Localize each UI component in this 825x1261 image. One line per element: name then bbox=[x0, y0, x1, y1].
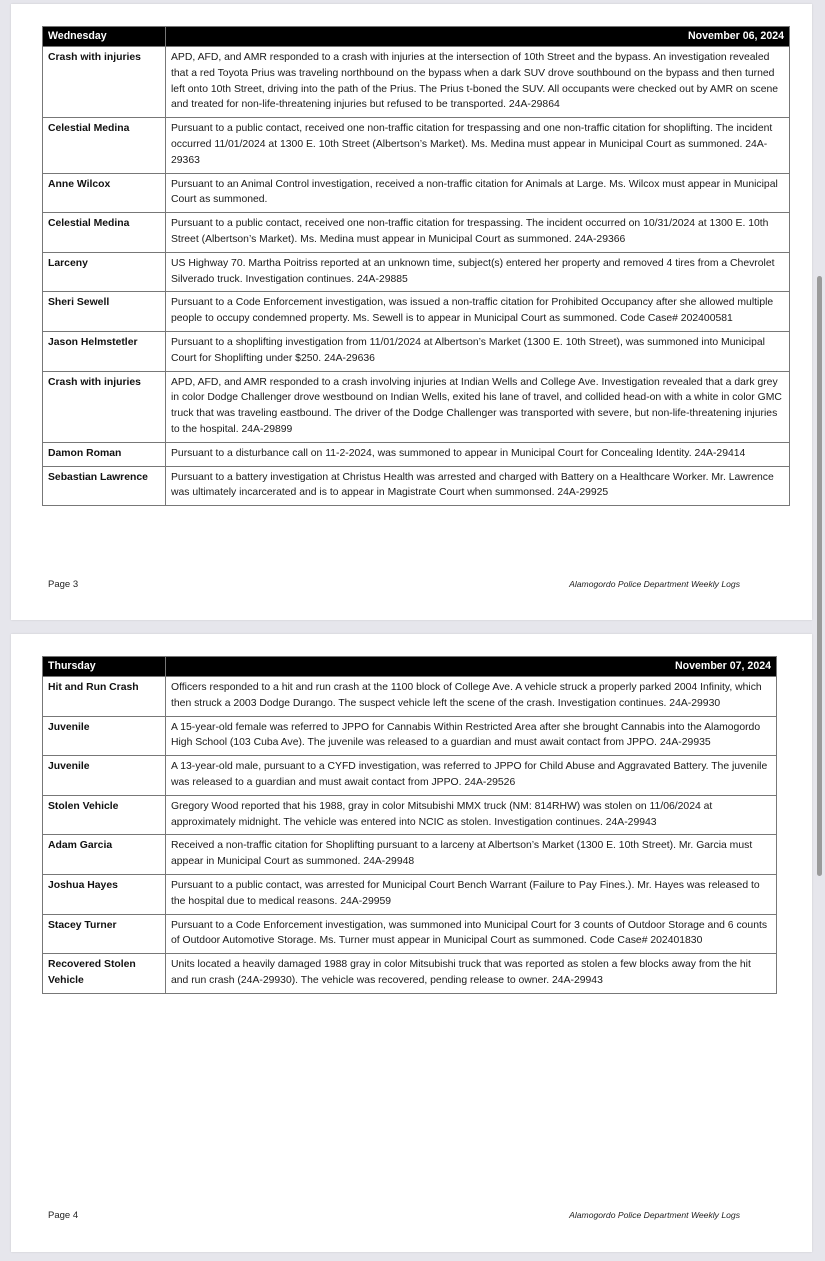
entry-label: Jason Helmstetler bbox=[43, 331, 166, 371]
day-header-row bbox=[43, 657, 777, 677]
daily-log-table bbox=[42, 26, 790, 506]
entry-text: Gregory Wood reported that his 1988, gray in color Mitsubishi MMX truck (NM: 814RHW) was stolen on 11/06/2024 at approximately midnight. The vehicle was entered into NCIC as stolen. Investigation continues. 24A-29943 bbox=[166, 795, 777, 835]
log-entry-row bbox=[43, 677, 777, 717]
entry-text: Officers responded to a hit and run crash at the 1100 block of College Ave. A vehicle struck a properly parked 2004 Infinity, which then struck a 2003 Dodge Durango. The suspect vehicle left the scene of the crash. Investigation continues. 24A-29930 bbox=[166, 677, 777, 717]
entry-label: Crash with injuries bbox=[43, 47, 166, 118]
entry-label: Sebastian Lawrence bbox=[43, 466, 166, 506]
entry-text: Pursuant to an Animal Control investigation, received a non-traffic citation for Animals at Large. Ms. Wilcox must appear in Municipal Court as summoned. bbox=[166, 173, 790, 213]
entry-label: Juvenile bbox=[43, 716, 166, 756]
log-entry-row bbox=[43, 118, 790, 173]
log-entry-row bbox=[43, 371, 790, 442]
log-entry-row bbox=[43, 213, 790, 253]
entry-text: Pursuant to a Code Enforcement investigation, was issued a non-traffic citation for Prohibited Occupancy after she allowed multiple people to occupy condemned property. Ms. Sewell is to appear in Municipal Court as summoned. Code Case# 202400581 bbox=[166, 292, 790, 332]
day-header-row bbox=[43, 27, 790, 47]
entry-label: Damon Roman bbox=[43, 442, 166, 466]
entry-text: Received a non-traffic citation for Shoplifting pursuant to a larceny at Albertson’s Market (1300 E. 10th Street). Mr. Garcia must appear in Municipal Court as summoned. 24A-29948 bbox=[166, 835, 777, 875]
log-entry-row bbox=[43, 954, 777, 994]
document-page-4 bbox=[11, 634, 812, 1252]
entry-text: Pursuant to a public contact, received one non-traffic citation for trespassing. The incident occurred on 10/31/2024 at 1300 E. 10th Street (Albertson’s Market). Ms. Medina must appear in Municipal Court as summoned. 24A-29366 bbox=[166, 213, 790, 253]
log-entry-row bbox=[43, 835, 777, 875]
entry-label: Adam Garcia bbox=[43, 835, 166, 875]
entry-label: Anne Wilcox bbox=[43, 173, 166, 213]
entry-label: Stolen Vehicle bbox=[43, 795, 166, 835]
entry-text: Pursuant to a public contact, was arrested for Municipal Court Bench Warrant (Failure to Pay Fines.). Mr. Hayes was released to the hospital due to medical reasons. 24A-29959 bbox=[166, 874, 777, 914]
entry-text: A 13-year-old male, pursuant to a CYFD investigation, was referred to JPPO for Child Abuse and Aggravated Battery. The juvenile was released to a guardian and must await contact from JPPO. 24A-29526 bbox=[166, 756, 777, 796]
log-entry-row bbox=[43, 795, 777, 835]
page-number: Page 3 bbox=[48, 579, 79, 590]
date-label: November 07, 2024 bbox=[166, 657, 777, 677]
document-page-3 bbox=[11, 4, 812, 620]
date-label: November 06, 2024 bbox=[166, 27, 790, 47]
entry-label: Celestial Medina bbox=[43, 213, 166, 253]
entry-label: Juvenile bbox=[43, 756, 166, 796]
log-entry-row bbox=[43, 874, 777, 914]
entry-text: APD, AFD, and AMR responded to a crash involving injuries at Indian Wells and College Ave. Investigation revealed that a dark grey in color Dodge Challenger drove westbound on Indian Wells, exited his lane of travel, and collided head-on with a white in color GMC truck that was traveling eastbound. The driver of the Dodge Challenger was transported with severe, but non-life-threatening injuries to the hospital. 24A-29899 bbox=[166, 371, 790, 442]
entry-text: Pursuant to a public contact, received one non-traffic citation for trespassing and one non-traffic citation for shoplifting. The incident occurred 11/01/2024 at 1300 E. 10th Street (Albertson’s Market). Ms. Medina must appear in Municipal Court as summoned. 24A-29363 bbox=[166, 118, 790, 173]
entry-text: Units located a heavily damaged 1988 gray in color Mitsubishi truck that was reported as stolen a few blocks away from the hit and run crash (24A-29930). The vehicle was recovered, pending release to owner. 24A-29943 bbox=[166, 954, 777, 994]
footer-title: Alamogordo Police Department Weekly Logs bbox=[569, 1210, 740, 1220]
entry-label: Recovered Stolen Vehicle bbox=[43, 954, 166, 994]
entry-text: Pursuant to a battery investigation at Christus Health was arrested and charged with Battery on a Healthcare Worker. Mr. Lawrence was ultimately incarcerated and is to appear in Magistrate Court when summonsed. 24A-29925 bbox=[166, 466, 790, 506]
vertical-scrollbar[interactable] bbox=[817, 276, 822, 876]
day-label: Wednesday bbox=[43, 27, 166, 47]
log-entry-row bbox=[43, 914, 777, 954]
entry-label: Crash with injuries bbox=[43, 371, 166, 442]
entry-text: APD, AFD, and AMR responded to a crash with injuries at the intersection of 10th Street and the bypass. An investigation revealed that a red Toyota Prius was traveling northbound on the bypass when a dark SUV drove southbound on the bypass and then turned left onto 10th Street, driving into the path of the Prius. The Prius t-boned the SUV. All occupants were checked out by AMR on scene and treated for non-life-threatening injuries but refused to be transported. 24A-29864 bbox=[166, 47, 790, 118]
daily-log-table bbox=[42, 656, 777, 994]
log-entry-row bbox=[43, 331, 790, 371]
entry-label: Joshua Hayes bbox=[43, 874, 166, 914]
footer-title: Alamogordo Police Department Weekly Logs bbox=[569, 579, 740, 589]
entry-text: Pursuant to a Code Enforcement investigation, was summoned into Municipal Court for 3 counts of Outdoor Storage and 6 counts of Outdoor Automotive Storage. Ms. Turner must appear in Municipal Court as summoned. Code Case# 202401830 bbox=[166, 914, 777, 954]
entry-label: Sheri Sewell bbox=[43, 292, 166, 332]
log-entry-row bbox=[43, 252, 790, 292]
log-entry-row bbox=[43, 466, 790, 506]
log-entry-row bbox=[43, 47, 790, 118]
entry-text: A 15-year-old female was referred to JPPO for Cannabis Within Restricted Area after she brought Cannabis into the Alamogordo High School (103 Cuba Ave). The juvenile was released to a guardian and must await contact from JPPO. 24A-29935 bbox=[166, 716, 777, 756]
entry-label: Hit and Run Crash bbox=[43, 677, 166, 717]
log-body bbox=[43, 657, 777, 994]
log-entry-row bbox=[43, 442, 790, 466]
log-entry-row bbox=[43, 756, 777, 796]
page-number: Page 4 bbox=[48, 1210, 79, 1221]
log-entry-row bbox=[43, 716, 777, 756]
entry-label: Celestial Medina bbox=[43, 118, 166, 173]
day-label: Thursday bbox=[43, 657, 166, 677]
log-entry-row bbox=[43, 292, 790, 332]
entry-label: Stacey Turner bbox=[43, 914, 166, 954]
entry-label: Larceny bbox=[43, 252, 166, 292]
log-body bbox=[43, 27, 790, 506]
entry-text: US Highway 70. Martha Poitriss reported at an unknown time, subject(s) entered her property and removed 4 tires from a Chevrolet Silverado truck. Investigation continues. 24A-29885 bbox=[166, 252, 790, 292]
entry-text: Pursuant to a disturbance call on 11-2-2024, was summoned to appear in Municipal Court for Concealing Identity. 24A-29414 bbox=[166, 442, 790, 466]
log-entry-row bbox=[43, 173, 790, 213]
entry-text: Pursuant to a shoplifting investigation from 11/01/2024 at Albertson’s Market (1300 E. 10th Street), was summoned into Municipal Court for Shoplifting under $250. 24A-29636 bbox=[166, 331, 790, 371]
